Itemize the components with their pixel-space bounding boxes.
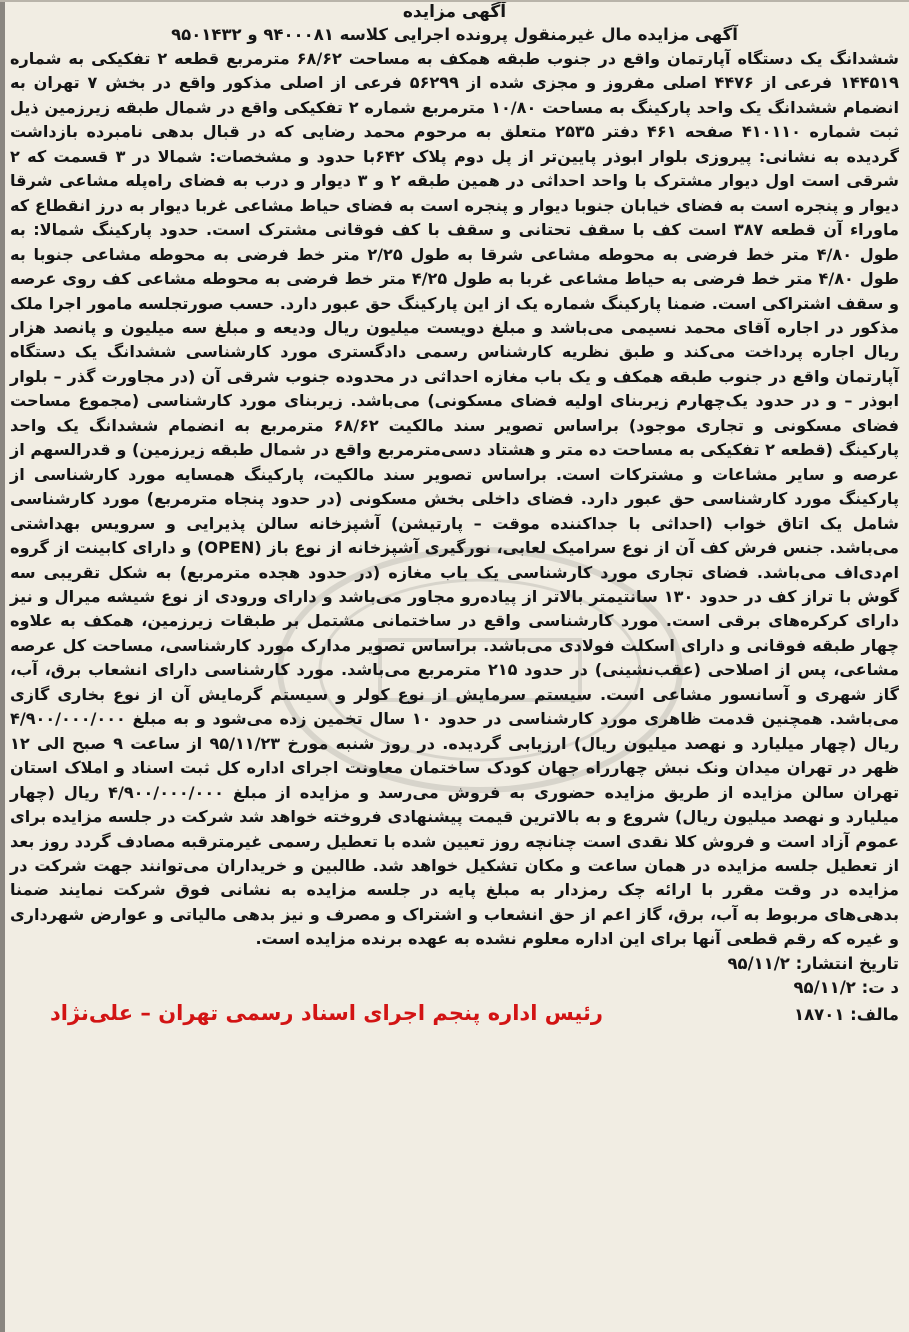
malef-number: مالف: ۱۸۷۰۱	[794, 1004, 899, 1024]
dt-date: د ت: ۹۵/۱۱/۲	[793, 977, 899, 997]
notice-subtitle: آگهی مزایده مال غیرمنقول پرونده اجرایی کلاسه ۹۴۰۰۰۸۱ و ۹۵۰۱۴۳۲	[171, 25, 738, 44]
notice-body: ششدانگ یک دستگاه آپارتمان واقع در جنوب طبقه همکف به مساحت ۶۸/۶۲ مترمربع قطعه ۲ تفکیکی به شماره ۱۴۴۵۱۹ فرعی از ۴۴۷۶ اصلی مفروز و مجزی شده از ۵۶۲۹۹ فرعی از اصلی مذکور واقع در بخش ۷ تهران به انضمام ششدانگ یک واحد پارکینگ به مساحت ۱۰/۸۰ مترمربع شماره ۲ تفکیکی واقع در شمال طبقه زیرزمین ذیل ثبت شماره ۴۱۰۱۱۰ صفحه ۴۶۱ دفتر ۲۵۳۵ متعلق به مرحوم محمد رضایی که در قبال بدهی نامبرده بازداشت گردیده به نشانی: پیروزی بلوار ابوذر پایین‌تر از پل دوم پلاک ۶۴۲با حدود و مشخصات: شمالا در ۳ قسمت که ۲ شرقی است اول دیوار مشترک با واحد احداثی در همین طبقه ۲ و ۳ دیوار و درب به فضای راه‌پله مشاعی شرقا دیوار و پنجره است به فضای خیابان جنوبا دیوار و پنجره است به فضای حیاط مشاعی غربا دیوار به درز انقطاع که ماوراء آن قطعه ۳۸۷ است کف با سقف تحتانی و سقف با کف فوقانی مشترک است. حدود پارکینگ شمالا: به طول ۴/۸۰ متر خط فرضی به محوطه مشاعی شرقا به طول ۲/۲۵ متر خط فرضی به محوطه مشاعی جنوبا به طول ۴/۸۰ متر خط فرضی به حیاط مشاعی غربا به طول ۴/۲۵ متر خط فرضی به محوطه مشاعی کف روی عرصه و سقف اشتراکی است. ضمنا پارکینگ شماره یک از این پارکینگ حق عبور دارد. حسب صورتجلسه مامور اجرا ملک مذکور در اجاره آقای محمد نسیمی می‌باشد و مبلغ دویست میلیون ریال ودیعه و مبلغ سه میلیون و پانصد هزار ریال اجاره پرداخت می‌کند و طبق نظریه کارشناس رسمی دادگستری مورد کارشناسی ششدانگ یک دستگاه آپارتمان واقع در جنوب طبقه همکف و یک باب مغازه احداثی در محدوده جنوب شرقی آن (در مجاورت گذر – بلوار ابوذر – و در حدود یک‌چهارم زیربنای اولیه فضای مسکونی) می‌باشد. زیربنای مورد کارشناسی (مجموع مساحت فضای مسکونی و تجاری موجود) براساس تصویر سند مالکیت ۶۸/۶۲ مترمربع به انضمام ششدانگ یک واحد پارکینگ (قطعه ۲ تفکیکی به مساحت ده متر و هشتاد دسی‌مترمربع واقع در شمال طبقه زیرزمین) و قدرالسهم از عرصه و سایر مشاعات و مشترکات است. براساس تصویر سند مالکیت، پارکینگ همسایه مورد کارشناسی از پارکینگ مورد کارشناسی حق عبور دارد. فضای داخلی بخش مسکونی (در حدود پنجاه مترمربع) مورد کارشناسی شامل یک اتاق خواب (احداثی با جداکننده موقت – پارتیشن) آشپزخانه سالن پذیرایی و سرویس بهداشتی می‌باشد. جنس فرش کف آن از نوع سرامیک لعابی، نورگیری آشپزخانه از نوع باز (OPEN) و دارای کابینت از گروه ام‌دی‌اف می‌باشد. فضای تجاری مورد کارشناسی یک باب مغازه (در حدود هجده مترمربع) به شکل تقریبی سه گوش با تراز کف در حدود ۱۳۰ سانتیمتر بالاتر از پیاده‌رو مجاور می‌باشد و دارای ورودی از نوع شیشه میرال و نیز دارای کرکره‌های برقی است. مورد کارشناسی واقع در ساختمانی مشتمل بر طبقات زیرزمین، همکف به علاوه چهار طبقه فوقانی و دارای اسکلت فولادی می‌باشد. براساس تصویر مدارک مورد کارشناسی، مساحت کل عرصه مشاعی، پس از اصلاحی (عقب‌نشینی) در حدود ۲۱۵ مترمربع می‌باشد. مورد کارشناسی دارای انشعاب برق، آب، گاز شهری و آسانسور مشاعی است. سیستم سرمایش از نوع کولر و سیستم گرمایش آن از نوع بخاری گازی می‌باشد. همچنین قدمت ظاهری مورد کارشناسی در حدود ۱۰ سال تخمین زده می‌شود و به مبلغ ۴/۹۰۰/۰۰۰/۰۰۰ ریال (چهار میلیارد و نهصد میلیون ریال) ارزیابی گردیده. در روز شنبه مورخ ۹۵/۱۱/۲۳ از ساعت ۹ صبح الی ۱۲ ظهر در تهران میدان ونک نبش چهارراه جهان کودک ساختمان معاونت اجرای اداره کل ثبت اسناد و املاک استان تهران سالن مزایده از طریق مزایده حضوری به فروش می‌رسد و مزایده از مبلغ ۴/۹۰۰/۰۰۰/۰۰۰ ریال (چهار میلیارد و نهصد میلیون ریال) شروع و به بالاترین قیمت پیشنهادی فروخته خواهد شد شرکت در جلسه مزایده برای عموم آزاد است و فروش کلا نقدی است چنانچه روز تعیین شده با تعطیل رسمی غیرمترقبه مصادف گردد روز بعد از تعطیل جلسه مزایده در همان ساعت و مکان تشکیل خواهد شد. طالبین و خریداران می‌توانند جهت شرکت در مزایده در وقت مقرر با ارائه چک رمزدار به مبلغ پایه در جلسه مزایده به نشانی فوق شرکت نمایند ضمنا بدهی‌های مربوط به آب، برق، گاز اعم از حق انشعاب و اشتراک و مصرف و نیز بدهی مالیاتی و عوارض شهرداری و غیره که رقم قطعی آنها برای این اداره معلوم نشده به عهده برنده مزایده است.	[10, 49, 900, 949]
publish-date: تاریخ انتشار: ۹۵/۱۱/۲	[727, 953, 899, 973]
page-edge	[0, 0, 5, 1332]
page-edge-top	[0, 0, 909, 2]
signature: رئیس اداره پنجم اجرای اسناد رسمی تهران – علی‌نژاد	[50, 1000, 603, 1025]
signature-row-2	[10, 1000, 899, 1027]
signature-row	[10, 976, 899, 1000]
notice-title: آگهی مزایده	[402, 2, 507, 22]
